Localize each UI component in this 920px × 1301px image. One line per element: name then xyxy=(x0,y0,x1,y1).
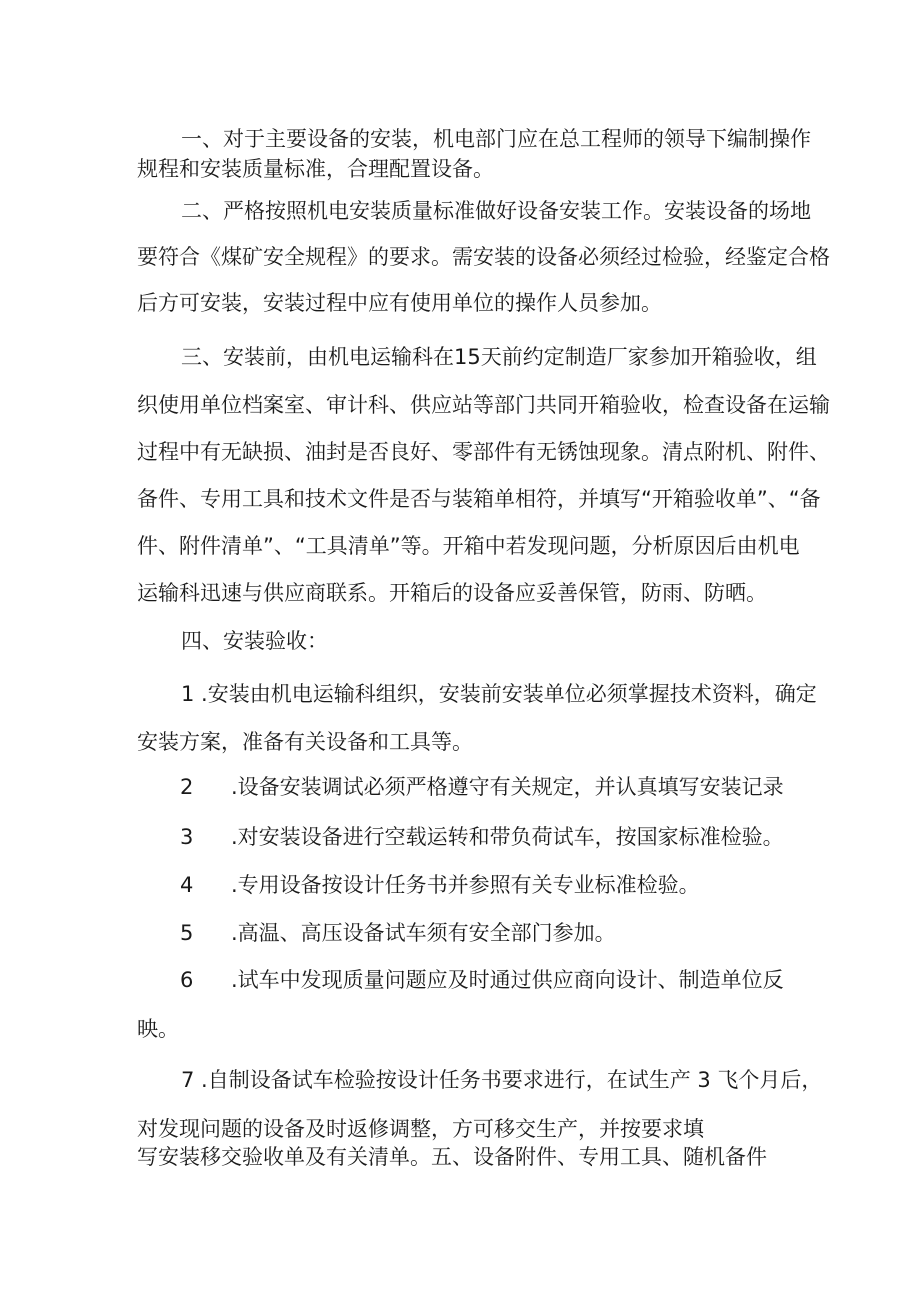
item7-line3: 写安装移交验收单及有关清单。五、设备附件、专用工具、随机备件 xyxy=(137,1145,767,1169)
para1-line2: 规程和安装质量标准，合理配置设备。 xyxy=(137,157,494,181)
item2-text: .设备安装调试必须严格遵守有关规定，并认真填写安装记录 xyxy=(231,775,784,799)
para2-line2: 要符合《煤矿安全规程》的要求。需安装的设备必须经过检验，经鉴定合格 xyxy=(137,245,830,269)
item3-number: 3 xyxy=(180,825,194,849)
para3-line2: 织使用单位档案室、审计科、供应站等部门共同开箱验收，检查设备在运输 xyxy=(137,393,830,417)
item4-number: 4 xyxy=(180,873,194,897)
para3-line1: 三、安装前，由机电运输科在15天前约定制造厂家参加开箱验收，组 xyxy=(181,345,817,369)
para3-line4: 备件、专用工具和技术文件是否与装箱单相符，并填写“开箱验收单”、“备 xyxy=(137,487,821,511)
para2-line1: 二、严格按照机电安装质量标准做好设备安装工作。安装设备的场地 xyxy=(181,199,811,223)
section-heading-acceptance: 四、安装验收： xyxy=(181,629,328,653)
item5-number: 5 xyxy=(180,921,194,945)
para3-line3: 过程中有无缺损、油封是否良好、零部件有无锈蚀现象。清点附机、附件、 xyxy=(137,440,830,464)
item2-number: 2 xyxy=(180,775,194,799)
item7-line2: 对发现问题的设备及时返修调整，方可移交生产，并按要求填 xyxy=(137,1117,704,1141)
item4-text: .专用设备按设计任务书并参照有关专业标准检验。 xyxy=(231,873,700,897)
item1-line1: 1 .安装由机电运输科组织，安装前安装单位必须掌握技术资料，确定 xyxy=(181,682,817,706)
item6-text: .试车中发现质量问题应及时通过供应商向设计、制造单位反 xyxy=(231,968,784,992)
item7-line1: 7 .自制设备试车检验按设计任务书要求进行，在试生产 3 飞个月后， xyxy=(181,1068,823,1092)
item5-text: .高温、高压设备试车须有安全部门参加。 xyxy=(231,921,616,945)
para3-line5: 件、附件清单”、“工具清单”等。开箱中若发现问题，分析原因后由机电 xyxy=(137,534,800,558)
item1-line2: 安装方案，准备有关设备和工具等。 xyxy=(137,730,473,754)
item6-line2: 映。 xyxy=(137,1017,179,1041)
item6-number: 6 xyxy=(180,968,194,992)
item3-text: .对安装设备进行空载运转和带负荷试车，按国家标准检验。 xyxy=(231,825,784,849)
para3-line6: 运输科迅速与供应商联系。开箱后的设备应妥善保管，防雨、防晒。 xyxy=(137,581,767,605)
para1-line1: 一、对于主要设备的安装，机电部门应在总工程师的领导下编制操作 xyxy=(181,127,811,151)
para2-line3: 后方可安装，安装过程中应有使用单位的操作人员参加。 xyxy=(137,291,662,315)
